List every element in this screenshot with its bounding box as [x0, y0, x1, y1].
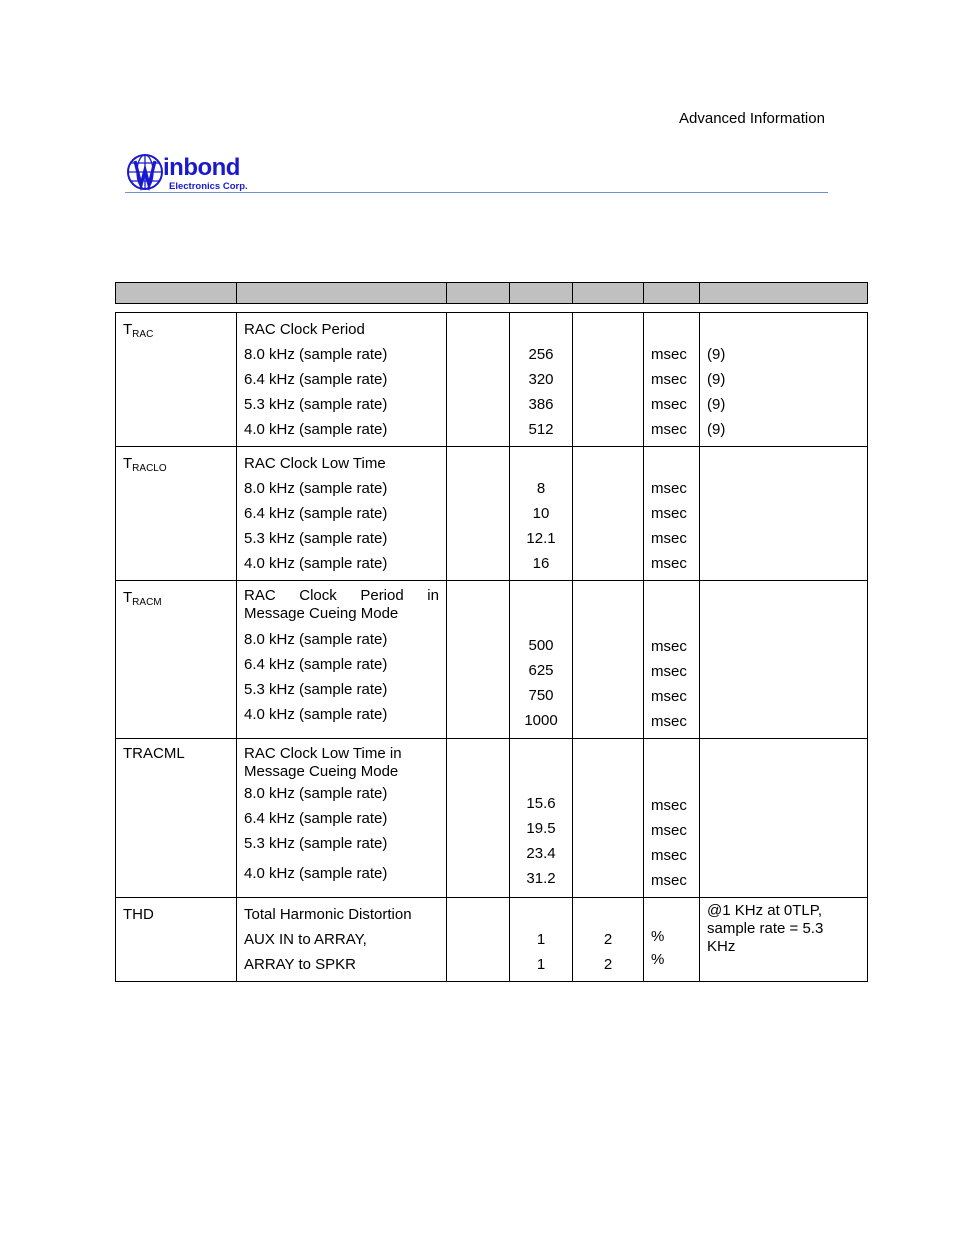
unit-value: msec [651, 346, 687, 363]
typ-cell [510, 739, 573, 898]
symbol: THD [123, 906, 154, 923]
description-title: Total Harmonic Distortion [244, 906, 412, 923]
list-item: 5.3 kHz (sample rate) [244, 835, 388, 852]
symbol-cell [116, 739, 237, 898]
condition-line: KHz [707, 938, 736, 955]
typ-value: 320 [528, 371, 554, 388]
list-item: 6.4 kHz (sample rate) [244, 505, 388, 522]
conditions-cell [700, 313, 868, 447]
table-row [116, 898, 868, 982]
condition-value: (9) [707, 346, 726, 363]
unit-value: msec [651, 713, 687, 730]
list-item: 8.0 kHz (sample rate) [244, 785, 388, 802]
description-title: RAC Clock Low Time [244, 455, 386, 472]
list-item: 5.3 kHz (sample rate) [244, 396, 388, 413]
conditions-cell [700, 739, 868, 898]
description-title: RAC Clock Period [244, 321, 365, 338]
list-item: ARRAY to SPKR [244, 956, 356, 973]
min-cell [447, 739, 510, 898]
typ-value: 386 [528, 396, 554, 413]
typ-value: 256 [528, 346, 554, 363]
typ-value: 1 [536, 956, 546, 973]
list-item: 6.4 kHz (sample rate) [244, 810, 388, 827]
description-cell [237, 581, 447, 739]
typ-value: 1000 [524, 712, 558, 729]
units-cell [644, 447, 700, 581]
globe-icon [126, 152, 166, 192]
unit-value: msec [651, 555, 687, 572]
conditions-cell [700, 581, 868, 739]
typ-value: 10 [532, 505, 550, 522]
typ-value: 1 [536, 931, 546, 948]
table-header-row [116, 283, 868, 304]
typ-value: 512 [528, 421, 554, 438]
unit-value: msec [651, 663, 687, 680]
list-item: 5.3 kHz (sample rate) [244, 530, 388, 547]
list-item: 4.0 kHz (sample rate) [244, 865, 388, 882]
unit-value: msec [651, 530, 687, 547]
min-cell [447, 581, 510, 739]
condition-line: @1 KHz at 0TLP, [707, 902, 823, 919]
symbol: $T_{RACM}$ [123, 589, 162, 608]
typ-cell [510, 581, 573, 739]
units-cell [644, 313, 700, 447]
unit-value: msec [651, 872, 687, 889]
description-cell [237, 898, 447, 982]
min-cell [447, 313, 510, 447]
min-cell [447, 898, 510, 982]
timing-spec-table [115, 282, 868, 982]
description-title: RAC Clock Low Time in Message Cueing Mode [244, 745, 402, 780]
table-row [116, 313, 868, 447]
description-title: RAC Clock Period in Message Cueing Mode [244, 587, 439, 622]
typ-value: 8 [536, 480, 546, 497]
units-cell [644, 739, 700, 898]
table-row [116, 447, 868, 581]
company-logo [126, 152, 256, 194]
list-item: 4.0 kHz (sample rate) [244, 421, 388, 438]
units-cell [644, 898, 700, 982]
header-cell [573, 283, 644, 304]
conditions-cell [700, 447, 868, 581]
symbol: TRACML [123, 745, 185, 762]
typ-value: 15.6 [526, 795, 556, 812]
unit-value: % [651, 952, 665, 968]
min-cell [447, 447, 510, 581]
condition-value: (9) [707, 396, 726, 413]
list-item: 5.3 kHz (sample rate) [244, 681, 388, 698]
header-cell [700, 283, 868, 304]
typ-value: 19.5 [526, 820, 556, 837]
max-value: 2 [603, 931, 613, 948]
unit-value: msec [651, 847, 687, 864]
condition-value: (9) [707, 371, 726, 388]
condition-line: sample rate = 5.3 [707, 920, 824, 937]
unit-value: msec [651, 505, 687, 522]
header-cell [447, 283, 510, 304]
typ-value: 750 [528, 687, 554, 704]
max-cell [573, 313, 644, 447]
typ-value: 625 [528, 662, 554, 679]
description-cell [237, 739, 447, 898]
header-rule [125, 192, 828, 193]
table-row [116, 739, 868, 898]
conditions-cell [700, 898, 868, 982]
typ-value: 12.1 [526, 530, 556, 547]
header-cell [644, 283, 700, 304]
header-cell [237, 283, 447, 304]
description-cell [237, 447, 447, 581]
list-item: 4.0 kHz (sample rate) [244, 555, 388, 572]
unit-value: msec [651, 396, 687, 413]
symbol-cell [116, 581, 237, 739]
list-item: 4.0 kHz (sample rate) [244, 706, 388, 723]
typ-cell [510, 447, 573, 581]
list-item: 8.0 kHz (sample rate) [244, 631, 388, 648]
header-cell [116, 283, 237, 304]
logo-wordmark: inbond [163, 154, 240, 181]
units-cell [644, 581, 700, 739]
unit-value: msec [651, 822, 687, 839]
document-status: Advanced Information [679, 110, 825, 127]
header-cell [510, 283, 573, 304]
symbol: $T_{RACLO}$ [123, 455, 167, 474]
max-cell [573, 739, 644, 898]
description-cell [237, 313, 447, 447]
table-spacer-row [116, 304, 868, 313]
unit-value: msec [651, 371, 687, 388]
unit-value: msec [651, 797, 687, 814]
max-value: 2 [603, 956, 613, 973]
unit-value: msec [651, 480, 687, 497]
list-item: 6.4 kHz (sample rate) [244, 656, 388, 673]
list-item: 6.4 kHz (sample rate) [244, 371, 388, 388]
unit-value: msec [651, 421, 687, 438]
unit-value: msec [651, 688, 687, 705]
list-item: AUX IN to ARRAY, [244, 931, 367, 948]
condition-value: (9) [707, 421, 726, 438]
symbol-cell [116, 447, 237, 581]
list-item: 8.0 kHz (sample rate) [244, 480, 388, 497]
max-cell [573, 447, 644, 581]
table-row [116, 581, 868, 739]
typ-value: 23.4 [526, 845, 556, 862]
unit-value: msec [651, 638, 687, 655]
unit-value: % [651, 928, 665, 945]
list-item: 8.0 kHz (sample rate) [244, 346, 388, 363]
logo-subtitle: Electronics Corp. [169, 181, 248, 192]
max-cell [573, 898, 644, 982]
symbol: $T_{RAC}$ [123, 321, 154, 340]
typ-cell [510, 898, 573, 982]
typ-value: 31.2 [526, 870, 556, 887]
typ-value: 500 [528, 637, 554, 654]
typ-cell [510, 313, 573, 447]
symbol-cell [116, 898, 237, 982]
max-cell [573, 581, 644, 739]
typ-value: 16 [532, 555, 550, 572]
symbol-cell [116, 313, 237, 447]
